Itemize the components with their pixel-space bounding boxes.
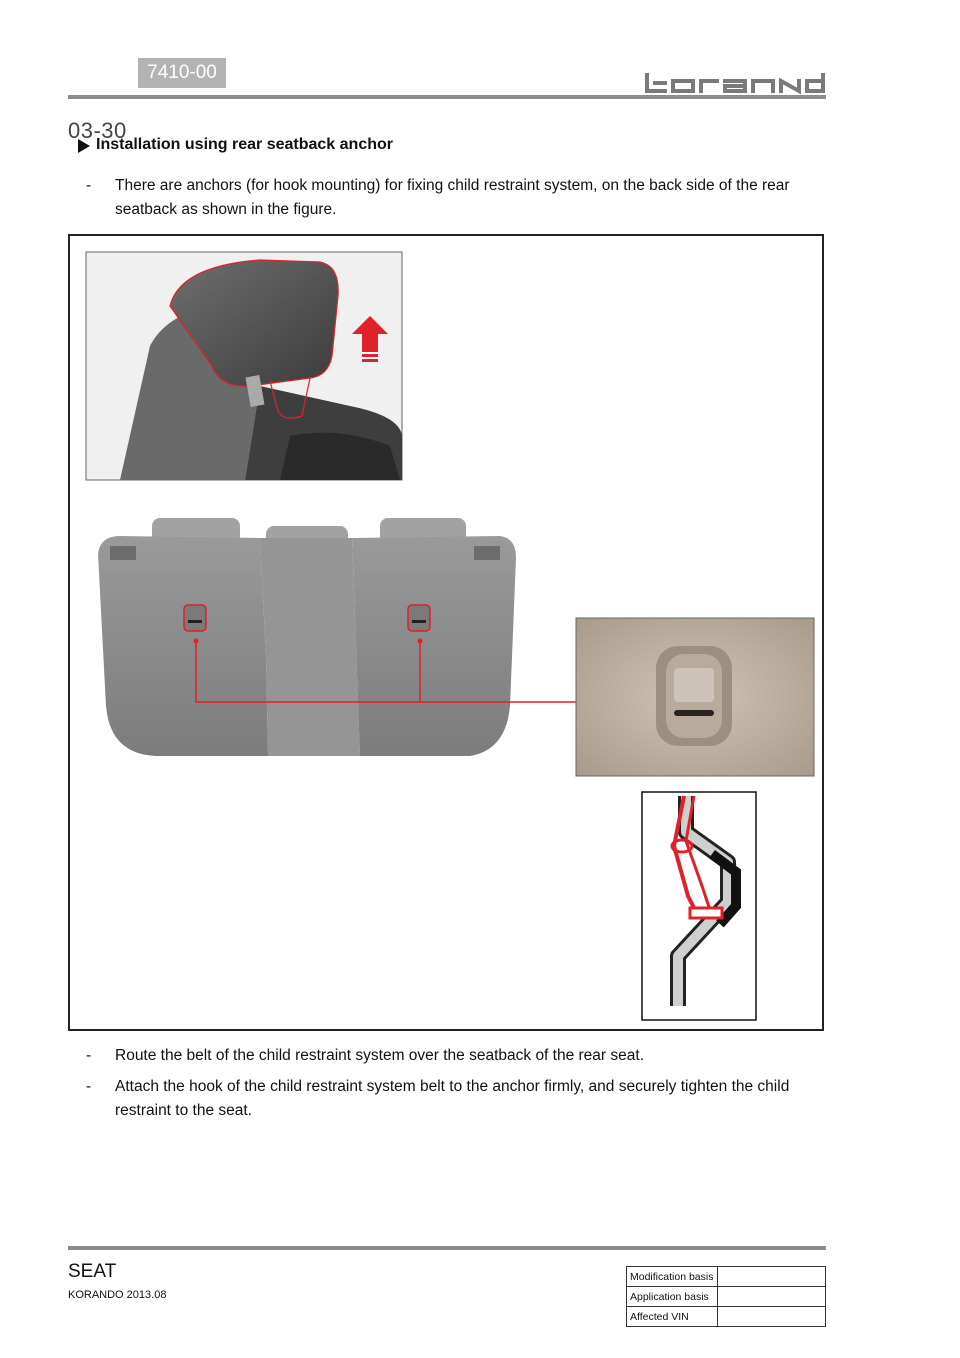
triangle-bullet-icon [78, 139, 90, 153]
bullet-text-line: restraint to the seat. [115, 1102, 252, 1119]
table-label-cell: Modification basis [627, 1267, 718, 1287]
anchor-closeup-photo [576, 618, 814, 776]
footer-divider [68, 1246, 826, 1250]
table-value-cell [718, 1307, 826, 1327]
revision-info-table [626, 1266, 826, 1327]
bullet-text-line: Route the belt of the child restraint system over the seatback of the rear seat. [115, 1047, 644, 1064]
section-heading: Installation using rear seatback anchor [96, 136, 393, 153]
table-label-cell: Affected VIN [627, 1307, 718, 1327]
bullet-dash: - [86, 177, 92, 194]
bullet-item [86, 1075, 826, 1125]
bullet-text-line: There are anchors (for hook mounting) for fixing child restraint system, on the back side of the rear [115, 177, 790, 194]
figure-frame [68, 234, 824, 1031]
korando-logo [645, 73, 827, 95]
headrest-photo [86, 252, 402, 480]
page-number: 03-30 [68, 118, 127, 143]
bullet-dash: - [86, 1078, 92, 1095]
table-row [627, 1307, 826, 1327]
bullet-item [86, 1044, 826, 1068]
table-row [627, 1287, 826, 1307]
rear-seatback-photo [98, 518, 576, 756]
table-row [627, 1267, 826, 1287]
hook-cross-section-diagram [642, 792, 756, 1020]
table-value-cell [718, 1267, 826, 1287]
header-divider [68, 95, 826, 99]
section-code-tab: 7410-00 [138, 58, 226, 88]
bullet-text-line: seatback as shown in the figure. [115, 201, 337, 218]
footer-section-title: SEAT [68, 1261, 117, 1282]
bullet-text-line: Attach the hook of the child restraint system belt to the anchor firmly, and securely tighten the child [115, 1078, 790, 1095]
footer-model-date: KORANDO 2013.08 [68, 1289, 167, 1301]
table-label-cell: Application basis [627, 1287, 718, 1307]
seatback-anchor-illustration [70, 236, 822, 1029]
bullet-dash: - [86, 1047, 92, 1064]
table-value-cell [718, 1287, 826, 1307]
bullet-item [86, 174, 826, 224]
